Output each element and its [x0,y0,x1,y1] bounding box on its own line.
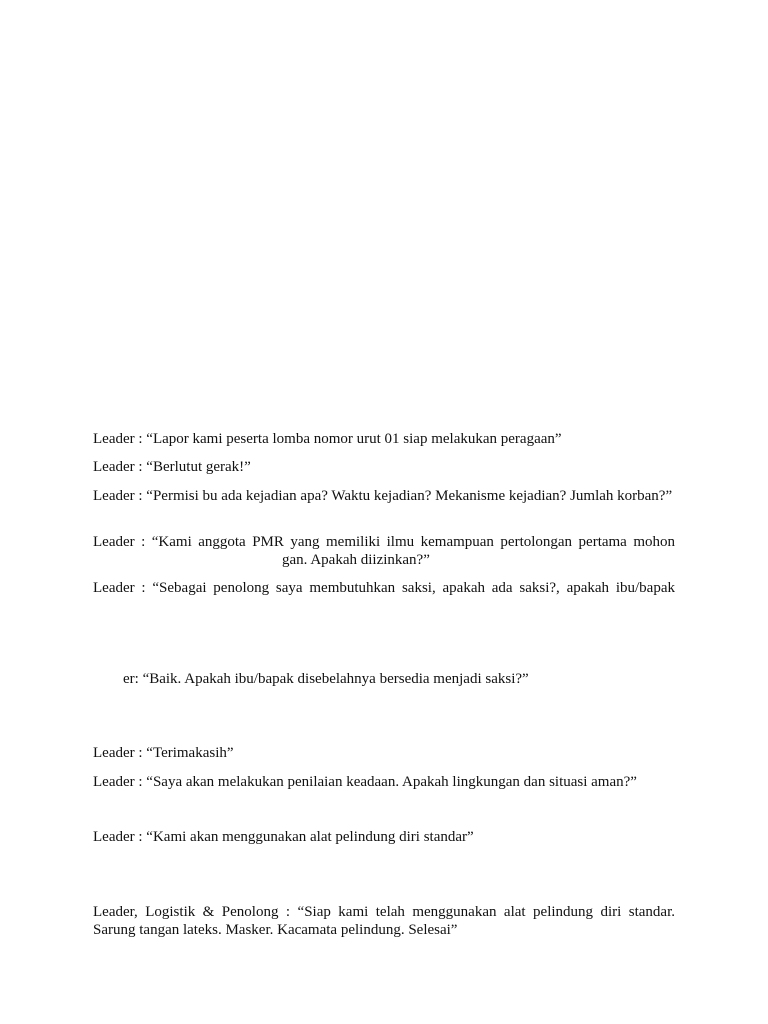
dialogue-line-report: Leader : “Lapor kami peserta lomba nomor urut 01 siap melakukan peragaan” [93,431,562,447]
dialogue-line-witness-confirm: er: “Baik. Apakah ibu/bapak disebelahnya bersedia menjadi saksi?” [123,671,529,687]
dialogue-line-thanks: Leader : “Terimakasih” [93,745,234,761]
dialogue-line-permission: gan. Apakah diizinkan?” [282,552,430,568]
dialogue-line-assessment: Leader : “Saya akan melakukan penilaian keadaan. Apakah lingkungan dan situasi aman?” [93,774,637,790]
dialogue-line-ppe-ready: Leader, Logistik & Penolong : “Siap kami telah menggunakan alat pelindung diri standar. Sarung tangan lateks. Masker. Kacamata pelindung. Selesai” [93,904,675,938]
dialogue-line-kneel: Leader : “Berlutut gerak!” [93,459,251,475]
dialogue-line-witness: Leader : “Sebagai penolong saya membutuhkan saksi, apakah ada saksi?, apakah ibu/bapak [93,580,675,596]
dialogue-line-ppe: Leader : “Kami akan menggunakan alat pelindung diri standar” [93,829,474,845]
dialogue-line-ask-incident: Leader : “Permisi bu ada kejadian apa? Waktu kejadian? Mekanisme kejadian? Jumlah korban?” [93,488,673,504]
dialogue-line-introduce: Leader : “Kami anggota PMR yang memiliki ilmu kemampuan pertolongan pertama mohon [93,534,675,550]
